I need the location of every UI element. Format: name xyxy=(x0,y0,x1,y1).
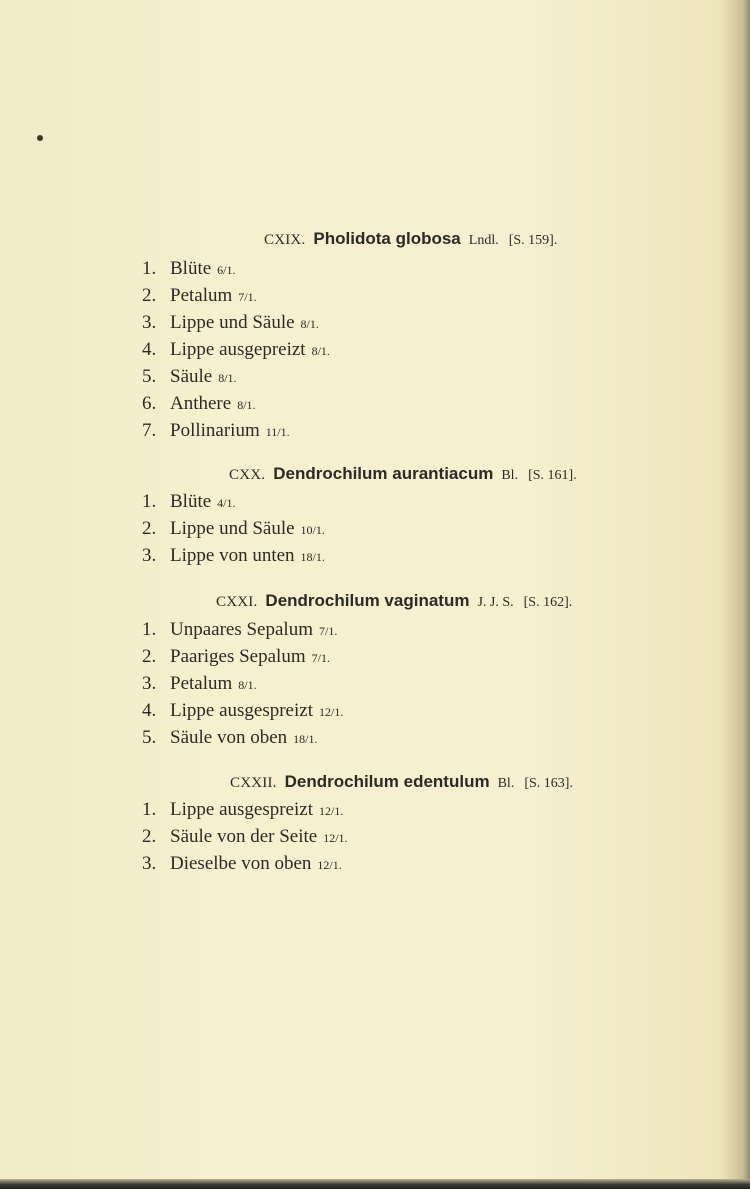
species-name: Pholidota globosa xyxy=(313,229,461,248)
ink-dot xyxy=(37,135,43,141)
list-item: 1. Lippe ausgespreizt 12/1. xyxy=(142,799,344,820)
list-item: 2. Lippe und Säule 10/1. xyxy=(142,518,325,539)
species-name: Dendrochilum edentulum xyxy=(284,772,490,791)
section-number: CXX. xyxy=(229,467,266,483)
species-author: J. J. S. xyxy=(477,595,514,610)
section-heading xyxy=(264,229,557,251)
list-item: 2. Säule von der Seite 12/1. xyxy=(142,826,348,847)
list-item: 3. Lippe und Säule 8/1. xyxy=(142,312,319,333)
species-name: Dendrochilum vaginatum xyxy=(265,591,470,610)
species-author: Lndl. xyxy=(468,233,499,248)
list-item: 3. Petalum 8/1. xyxy=(142,673,257,694)
list-item: 6. Anthere 8/1. xyxy=(142,393,256,414)
list-item: 1. Blüte 4/1. xyxy=(142,491,236,512)
list-item: 2. Paariges Sepalum 7/1. xyxy=(142,646,330,667)
list-item: 7. Pollinarium 11/1. xyxy=(142,420,290,441)
page-reference: [S. 162]. xyxy=(523,595,573,610)
page-reference: [S. 161]. xyxy=(528,468,577,483)
section-heading xyxy=(229,464,577,486)
list-item: 1. Blüte 6/1. xyxy=(142,258,236,279)
list-item: 3. Lippe von unten 18/1. xyxy=(142,545,325,566)
list-item: 5. Säule 8/1. xyxy=(142,366,237,387)
section-heading xyxy=(216,591,572,613)
list-item: 3. Dieselbe von oben 12/1. xyxy=(142,853,342,874)
list-item: 2. Petalum 7/1. xyxy=(142,285,257,306)
section-number: CXIX. xyxy=(264,232,306,248)
section-number: CXXI. xyxy=(216,594,258,610)
section-number: CXXII. xyxy=(230,775,277,791)
page-bottom-edge xyxy=(0,1179,750,1189)
section-heading xyxy=(230,772,573,794)
list-item: 1. Unpaares Sepalum 7/1. xyxy=(142,619,338,640)
page-reference: [S. 159]. xyxy=(508,233,558,248)
list-item: 4. Lippe ausgepreizt 8/1. xyxy=(142,339,330,360)
list-item: 4. Lippe ausgespreizt 12/1. xyxy=(142,700,344,721)
list-item: 5. Säule von oben 18/1. xyxy=(142,727,318,748)
page-reference: [S. 163]. xyxy=(524,776,573,791)
species-author: Bl. xyxy=(501,468,519,483)
species-name: Dendrochilum aurantiacum xyxy=(273,464,494,483)
species-author: Bl. xyxy=(497,776,515,791)
